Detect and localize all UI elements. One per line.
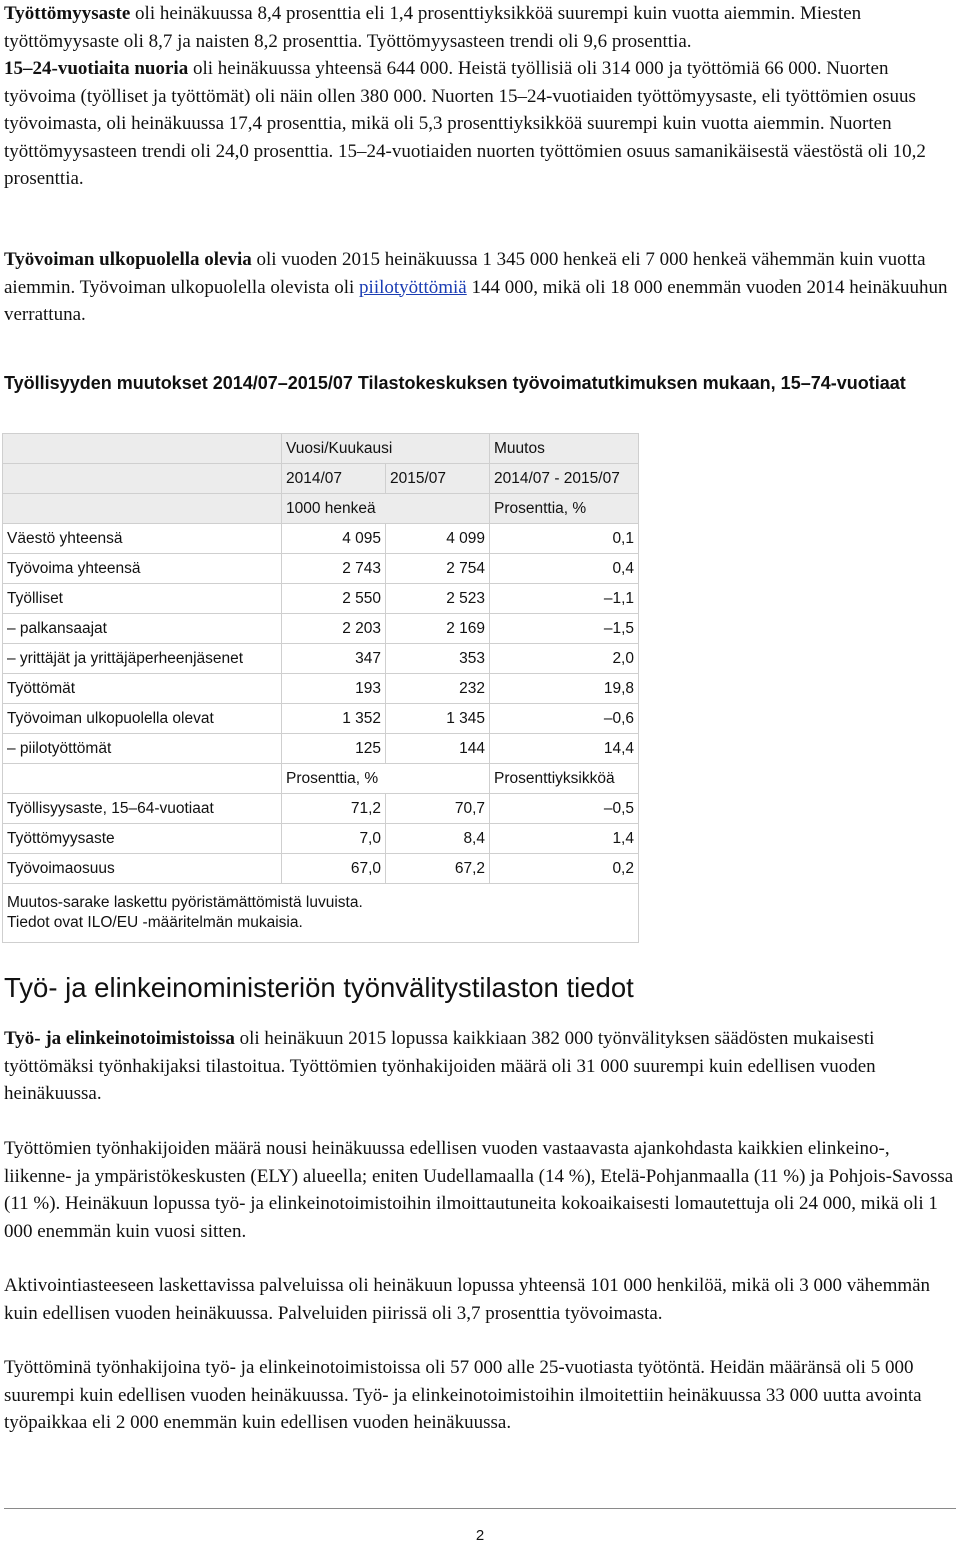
- header-range: 2014/07 - 2015/07: [490, 464, 639, 494]
- header-change: Muutos: [490, 434, 639, 464]
- row-label: – piilotyöttömät: [3, 734, 282, 764]
- section-heading: Työ- ja elinkeinoministeriön työnvälitystilaston tiedot: [4, 972, 634, 1003]
- employment-table: [2, 433, 639, 943]
- table-row: [3, 584, 639, 614]
- table-header-row: [3, 434, 639, 464]
- table-row: [3, 674, 639, 704]
- cell-change: –0,5: [490, 794, 639, 824]
- cell-2014: 2 550: [282, 584, 386, 614]
- subheader-percentage-points: Prosenttiyksikköä: [490, 764, 639, 794]
- row-label: Työttömät: [3, 674, 282, 704]
- cell-2014: 67,0: [282, 854, 386, 884]
- cell-change: –0,6: [490, 704, 639, 734]
- header-empty-cell: [3, 494, 282, 524]
- cell-2015: 144: [386, 734, 490, 764]
- cell-2015: 2 754: [386, 554, 490, 584]
- table-subheader-row: [3, 764, 639, 794]
- header-unit-thousand: 1000 henkeä: [282, 494, 490, 524]
- table-footnote: [3, 884, 639, 943]
- row-label: Työlliset: [3, 584, 282, 614]
- header-year-month: Vuosi/Kuukausi: [282, 434, 490, 464]
- cell-2014: 193: [282, 674, 386, 704]
- cell-2015: 353: [386, 644, 490, 674]
- cell-change: 1,4: [490, 824, 639, 854]
- cell-2014: 2 743: [282, 554, 386, 584]
- cell-2014: 1 352: [282, 704, 386, 734]
- table-row: [3, 644, 639, 674]
- cell-2014: 7,0: [282, 824, 386, 854]
- cell-2015: 67,2: [386, 854, 490, 884]
- cell-2015: 4 099: [386, 524, 490, 554]
- paragraph-youth: [4, 55, 958, 193]
- hidden-unemployed-link[interactable]: piilotyöttömiä: [359, 276, 467, 298]
- term-youth: 15–24-vuotiaita nuoria: [4, 58, 189, 79]
- footnote-line: Tiedot ovat ILO/EU -määritelmän mukaisia.: [7, 914, 303, 931]
- table-header-row: [3, 464, 639, 494]
- paragraph-outside-labour-force: [4, 246, 958, 329]
- term-unemployment-rate: Työttömyysaste: [4, 3, 131, 24]
- header-empty-cell: [3, 434, 282, 464]
- row-label: Työllisyysaste, 15–64-vuotiaat: [3, 794, 282, 824]
- table-row: [3, 554, 639, 584]
- paragraph-text: oli heinäkuussa yhteensä 644 000. Heistä työllisiä oli 314 000 ja työttömiä 66 000. Nuorten työvoima (työlliset ja työttömät) oli näin ollen 380 000. Nuorten 15–24-vuotiaiden työttömyysaste, eli työttömien osuus työvoimasta, oli heinäkuussa 17,4 prosenttia, mikä oli 5,3 prosenttiyksikköä suurempi kuin vuotta aiemmin. Nuorten työttömyysasteen trendi oli 24,0 prosenttia. 15–24-vuotiaiden nuorten työttömien osuus samanikäisestä väestöstä oli 10,2 prosenttia.: [4, 58, 926, 189]
- subheader-percent: Prosenttia, %: [282, 764, 490, 794]
- footnote-line: Muutos-sarake laskettu pyöristämättömistä luvuista.: [7, 894, 363, 911]
- paragraph-regional: Työttömien työnhakijoiden määrä nousi heinäkuussa edellisen vuoden vastaavasta ajankohdasta kaikkien elinkeino-, liikenne- ja ympäristökeskusten (ELY) alueella; eniten Uudellamaalla (14 %), Etelä-Pohjanmaalla (11 %) ja Pohjois-Savossa (11 %). Heinäkuun lopussa työ- ja elinkeinotoimistoihin ilmoittautuneita kokoaikaisesti lomautettuja oli 24 000, mikä oli 1 000 enemmän kuin vuosi sitten.: [4, 1138, 954, 1242]
- table-row: [3, 704, 639, 734]
- term-outside-labour-force: Työvoiman ulkopuolella olevia: [4, 249, 252, 270]
- paragraph-unemployment-rate: [4, 0, 958, 55]
- cell-2015: 232: [386, 674, 490, 704]
- header-empty-cell: [3, 464, 282, 494]
- table-row: [3, 524, 639, 554]
- table-row: [3, 824, 639, 854]
- footer-divider: [4, 1508, 956, 1509]
- cell-change: 2,0: [490, 644, 639, 674]
- paragraph-text: oli heinäkuussa 8,4 prosenttia eli 1,4 prosenttiyksikköä suurempi kuin vuotta aiemmin. Miesten työttömyysaste oli 8,7 ja naisten 8,2 prosenttia. Työttömyysasteen trendi oli 9,6 prosenttia.: [4, 3, 862, 52]
- cell-change: 0,2: [490, 854, 639, 884]
- cell-2014: 71,2: [282, 794, 386, 824]
- table-title: Työllisyyden muutokset 2014/07–2015/07 Tilastokeskuksen työvoimatutkimuksen mukaan, 15–74-vuotiaat: [4, 373, 906, 393]
- paragraph-text: 144 000, mikä oli 18 000 enemmän vuoden 2014 heinäkuuhun verrattuna.: [4, 276, 948, 325]
- table-footnote-row: [3, 884, 639, 943]
- paragraph-young-jobseekers: Työttöminä työnhakijoina työ- ja elinkeinotoimistoissa oli 57 000 alle 25-vuotiasta työtöntä. Heidän määränsä oli 5 000 suurempi kuin edellisen vuoden heinäkuussa. Työ- ja elinkeinotoimistoihin ilmoitettiin heinäkuussa 33 000 uutta avointa työpaikkaa eli 2 000 enemmän kuin edellisen vuoden heinäkuussa.: [4, 1357, 922, 1433]
- header-2014-07: 2014/07: [282, 464, 386, 494]
- row-label: Työvoimaosuus: [3, 854, 282, 884]
- subheader-empty-cell: [3, 764, 282, 794]
- row-label: Työttömyysaste: [3, 824, 282, 854]
- table-row: [3, 854, 639, 884]
- row-label: Työvoima yhteensä: [3, 554, 282, 584]
- cell-change: 14,4: [490, 734, 639, 764]
- paragraph-text: oli heinäkuun 2015 lopussa kaikkiaan 382 000 työnvälityksen säädösten mukaisesti työttömäksi työnhakijaksi tilastoitua. Työttömien työnhakijoiden määrä oli 31 000 suurempi kuin edellisen vuoden heinäkuussa.: [4, 1028, 876, 1104]
- cell-change: –1,1: [490, 584, 639, 614]
- row-label: Työvoiman ulkopuolella olevat: [3, 704, 282, 734]
- cell-2014: 125: [282, 734, 386, 764]
- cell-change: –1,5: [490, 614, 639, 644]
- header-unit-percent: Prosenttia, %: [490, 494, 639, 524]
- cell-change: 0,4: [490, 554, 639, 584]
- cell-2015: 1 345: [386, 704, 490, 734]
- cell-2015: 70,7: [386, 794, 490, 824]
- term-employment-offices: Työ- ja elinkeinotoimistoissa: [4, 1028, 235, 1049]
- cell-2015: 2 169: [386, 614, 490, 644]
- table-row: [3, 734, 639, 764]
- paragraph-employment-offices: [4, 1025, 958, 1108]
- cell-2015: 2 523: [386, 584, 490, 614]
- cell-2014: 2 203: [282, 614, 386, 644]
- table-row: [3, 794, 639, 824]
- paragraph-text: oli vuoden 2015 heinäkuussa 1 345 000 henkeä eli 7 000 henkeä vähemmän kuin vuotta aiemmin. Työvoiman ulkopuolella olevista oli: [4, 249, 926, 298]
- header-2015-07: 2015/07: [386, 464, 490, 494]
- row-label: – palkansaajat: [3, 614, 282, 644]
- table-row: [3, 614, 639, 644]
- table-header-row: [3, 494, 639, 524]
- row-label: – yrittäjät ja yrittäjäperheenjäsenet: [3, 644, 282, 674]
- page-number: 2: [475, 1527, 485, 1544]
- cell-2014: 4 095: [282, 524, 386, 554]
- paragraph-activation: Aktivointiasteeseen laskettavissa palveluissa oli heinäkuun lopussa yhteensä 101 000 henkilöä, mikä oli 3 000 vähemmän kuin edellisen vuoden heinäkuussa. Palveluiden piirissä oli 3,7 prosenttia työvoimasta.: [4, 1275, 931, 1324]
- row-label: Väestö yhteensä: [3, 524, 282, 554]
- cell-2015: 8,4: [386, 824, 490, 854]
- cell-change: 19,8: [490, 674, 639, 704]
- cell-2014: 347: [282, 644, 386, 674]
- cell-change: 0,1: [490, 524, 639, 554]
